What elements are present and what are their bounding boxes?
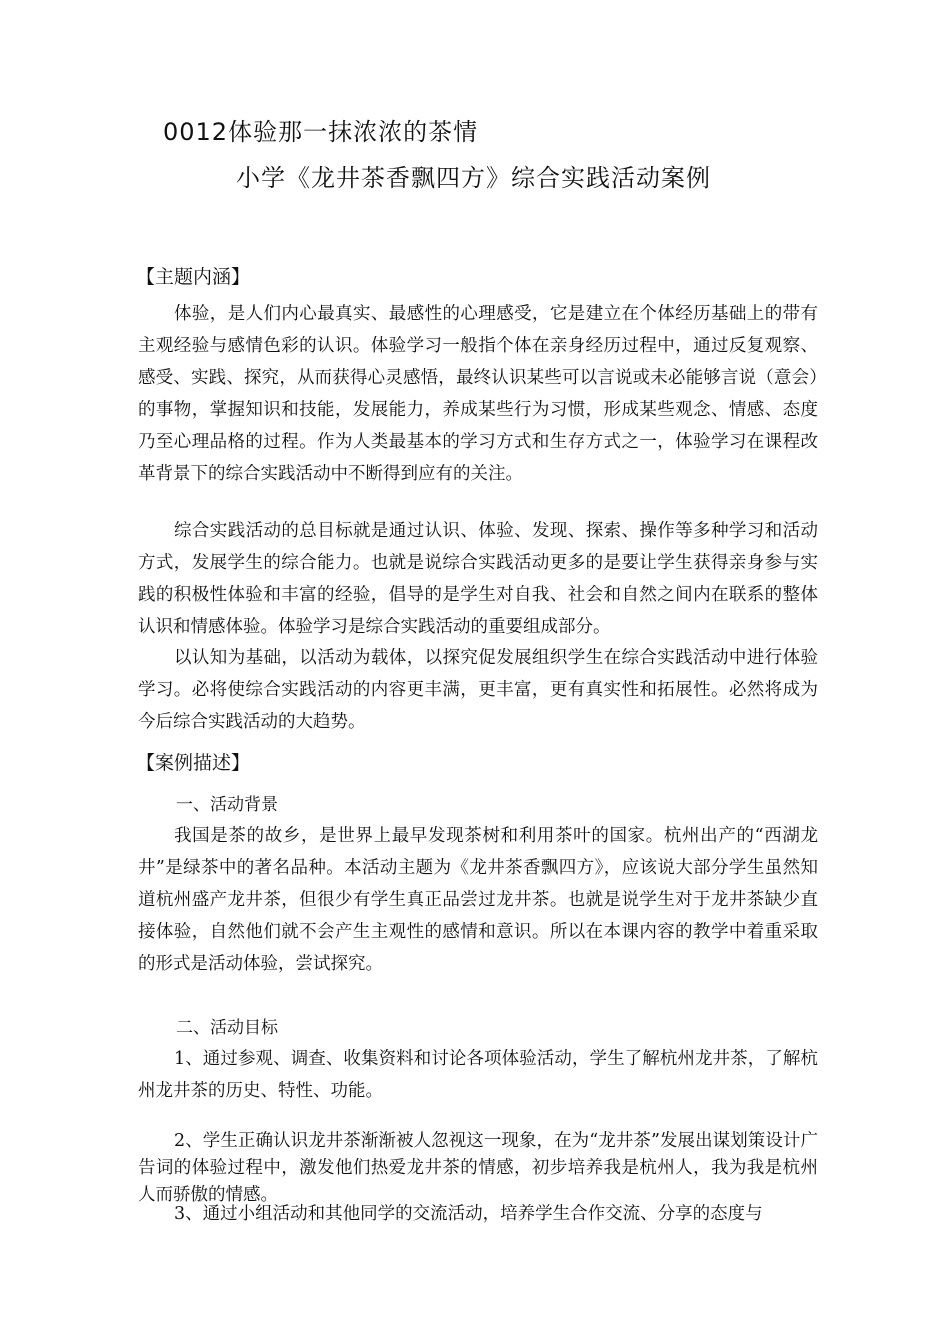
subheading-goals: 二、活动目标 — [176, 1018, 278, 1038]
section-heading-theme: 【主题内涵】 — [136, 266, 251, 288]
subheading-background: 一、活动背景 — [176, 795, 278, 815]
goal-item-2: 2、学生正确认识龙井茶渐渐被人忽视这一现象，在为“龙井茶”发展出谋划策设计广告词的体验过程中，激发他们热爱龙井茶的情感，初步培养我是杭州人，我为我是杭州人而骄傲的情感。 — [138, 1131, 818, 1205]
theme-paragraph-2: 综合实践活动的总目标就是通过认识、体验、发现、探索、操作等多种学习和活动方式，发展学生的综合能力。也就是说综合实践活动更多的是要让学生获得亲身参与实践的积极性体验和丰富的经验，倡导的是学生对自我、社会和自然之间内在联系的整体认识和情感体验。体验学习是综合实践活动的重要组成部分。 — [138, 521, 818, 637]
document-subtitle: 小学《龙井茶香飘四方》综合实践活动案例 — [236, 164, 711, 192]
goal-item-3: 3、通过小组活动和其他同学的交流活动，培养学生合作交流、分享的态度与 — [174, 1204, 763, 1224]
section-heading-case: 【案例描述】 — [136, 752, 251, 774]
goal-item-1: 1、通过参观、调查、收集资料和讨论各项体验活动，学生了解杭州龙井茶，了解杭州龙井茶的历史、特性、功能。 — [138, 1049, 818, 1101]
theme-paragraph-1: 体验，是人们内心最真实、最感性的心理感受，它是建立在个体经历基础上的带有主观经验与感情色彩的认识。体验学习一般指个体在亲身经历过程中，通过反复观察、感受、实践、探究，从而获得心灵感悟，最终认识某些可以言说或未必能够言说（意会）的事物，掌握知识和技能，发展能力，养成某些行为习惯，形成某些观念、情感、态度乃至心理品格的过程。作为人类最基本的学习方式和生存方式之一，体验学习在课程改革背景下的综合实践活动中不断得到应有的关注。 — [138, 304, 818, 484]
background-paragraph: 我国是茶的故乡，是世界上最早发现茶树和利用茶叶的国家。杭州出产的“西湖龙井”是绿茶中的著名品种。本活动主题为《龙井茶香飘四方》，应该说大部分学生虽然知道杭州盛产龙井茶，但很少有学生真正品尝过龙井茶。也就是说学生对于龙井茶缺少直接体验，自然他们就不会产生主观性的感情和意识。所以在本课内容的教学中着重采取的形式是活动体验，尝试探究。 — [138, 826, 818, 974]
theme-paragraph-3: 以认知为基础，以活动为载体，以探究促发展组织学生在综合实践活动中进行体验学习。必将使综合实践活动的内容更丰满，更丰富，更有真实性和拓展性。必然将成为今后综合实践活动的大趋势。 — [138, 648, 818, 732]
document-title: 0012体验那一抹浓浓的茶情 — [163, 118, 479, 146]
